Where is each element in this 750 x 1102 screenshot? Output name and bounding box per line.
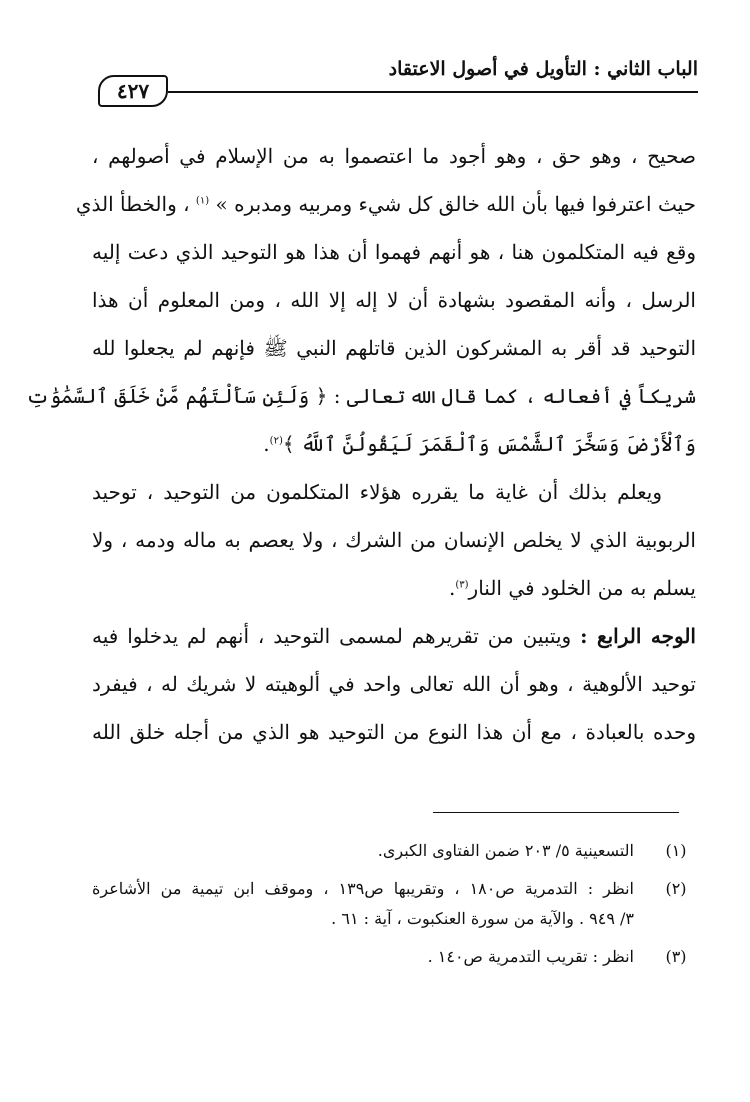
text-line: وَٱلْأَرْضَ وَسَخَّرَ ٱلشَّمْسَ وَٱلْقَمَرَ لَيَقُولُنَّ ٱللَّهُ ﴾$^{(٢)}$. <box>263 432 696 456</box>
footnote-number: (٢) <box>665 879 687 898</box>
quran-verse: ﴿ وَلَئِن سَأَلْتَهُم مَّنْ خَلَقَ ٱلسَّمَٰوَٰتِ <box>26 384 328 408</box>
header-rule <box>168 91 698 93</box>
footnote-separator <box>433 812 679 813</box>
text-line: صحيح ، وهو حق ، وهو أجود ما اعتصموا به من الإسلام في أصولهم ، <box>92 144 696 168</box>
text-line <box>75 180 696 228</box>
text-line: يسلم به من الخلود في النار$^{(٣)}$. <box>449 576 696 600</box>
footnote-ref: (١) <box>195 195 210 207</box>
footnotes <box>92 836 696 972</box>
text-span: يسلم به من الخلود في النار <box>468 576 696 600</box>
footnote-text: انظر : التدمرية ص١٨٠ ، وتقريبها ص١٣٩ ، وموقف ابن تيمية من الأشاعرة <box>92 879 635 898</box>
text-line: الربوبية الذي لا يخلص الإنسان من الشرك ، ولا يعصم به ماله ودمه ، ولا <box>92 528 696 552</box>
text-line: الرسل ، وأنه المقصود بشهادة أن لا إله إلا الله ، ومن المعلوم أن هذا <box>92 288 696 312</box>
text-line: التوحيد قد أقر به المشركون الذين قاتلهم النبي ﷺ فإنهم لم يجعلوا لله <box>92 336 696 360</box>
footnote-text: انظر : تقريب التدمرية ص١٤٠ . <box>427 947 634 966</box>
page-header <box>98 58 698 103</box>
footnote-text-continued: ٣/ ٩٤٩ . والآية من سورة العنكبوت ، آية : ٦١ . <box>331 909 634 928</box>
footnote-ref: (٣) <box>455 579 469 591</box>
text-span: ويتبين من تقريرهم لمسمى التوحيد ، أنهم لم يدخلوا فيه <box>92 624 572 648</box>
footnote <box>92 836 696 866</box>
footnote-number: (٣) <box>665 947 687 966</box>
quran-verse: وَٱلْأَرْضَ وَسَخَّرَ ٱلشَّمْسَ وَٱلْقَمَرَ لَيَقُولُنَّ ٱللَّهُ ﴾ <box>282 432 696 456</box>
text-span: حيث اعترفوا فيها بأن الله خالق كل شيء ومربيه ومدبره » <box>215 192 696 216</box>
text-line <box>26 372 696 420</box>
text-line: توحيد الألوهية ، وهو أن الله تعالى واحد في ألوهيته لا شريك له ، فيفرد <box>92 672 696 696</box>
main-text <box>26 132 696 756</box>
text-line: وحده بالعبادة ، مع أن هذا النوع من التوحيد هو الذي من أجله خلق الله <box>92 720 696 744</box>
text-line <box>92 612 696 660</box>
footnote-ref: (٢) <box>269 435 283 447</box>
footnote-number: (١) <box>665 841 687 860</box>
page-number: ٤٢٧ <box>98 75 168 107</box>
text-span: شريكاً في أفعاله ، كما قال الله تعالى : <box>333 384 696 408</box>
text-line: ويعلم بذلك أن غاية ما يقرره هؤلاء المتكلمون من التوحيد ، توحيد <box>92 480 662 504</box>
footnote-text: التسعينية ٥/ ٢٠٣ ضمن الفتاوى الكبرى. <box>377 841 634 860</box>
running-title: الباب الثاني : التأويل في أصول الاعتقاد <box>388 58 698 80</box>
section-heading: الوجه الرابع : <box>580 624 696 648</box>
text-line: وقع فيه المتكلمون هنا ، هو أنهم فهموا أن هذا هو التوحيد الذي دعت إليه <box>92 240 696 264</box>
text-span: ، والخطأ الذي <box>75 192 190 216</box>
footnote <box>92 874 696 934</box>
footnote <box>92 942 696 972</box>
